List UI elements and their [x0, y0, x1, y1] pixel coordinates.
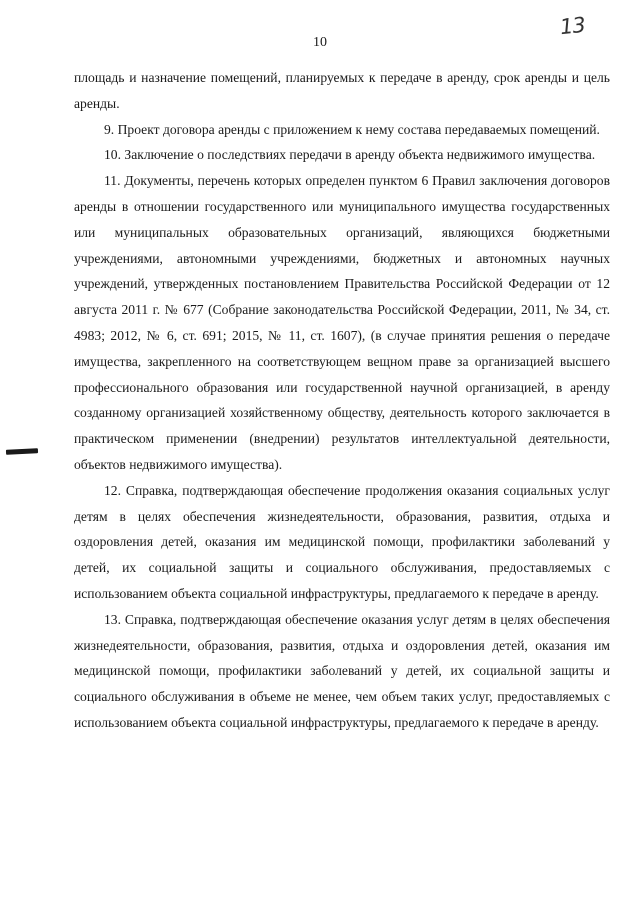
paragraph-item-12: 12. Справка, подтверждающая обеспечение продолжения оказания социальных услуг детям в целях обеспечения жизнедеятельности, образования, развития, отдыха и оздоровления детей, оказания им медицинской помощи, профилактики заболеваний у детей, их социальной защиты и социального обслуживания, предоставляемых с использованием объекта социальной инфраструктуры, предлагаемого к передаче в аренду. — [74, 482, 610, 601]
page-number: 10 — [313, 35, 327, 50]
paragraph-item-10: 10. Заключение о последствиях передачи в аренду объекта недвижимого имущества. — [104, 147, 596, 163]
paragraph-continuation: площадь и назначение помещений, планируемых к передаче в аренду, срок аренды и цель аренды. — [74, 70, 610, 111]
margin-mark — [6, 448, 38, 455]
paragraph-item-9: 9. Проект договора аренды с приложением к нему состава передаваемых помещений. — [104, 121, 600, 137]
handwritten-page-annotation: 13 — [558, 12, 586, 40]
paragraph-item-11: 11. Документы, перечень которых определен пунктом 6 Правил заключения договоров аренды в отношении государственного или муниципального имущества государственных или муниципальных образовательных организаций, являющихся бюджетными учреждениями, автономными учреждениями, бюджетных и автономных научных учреждений, утвержденных постановлением Правительства Российской Федерации от 12 августа 2011 г. № 677 (Собрание законодательства Российской Федерации, 2011, № 34, ст. 4983; 2012, № 6, ст. 691; 2015, № 11, ст. 1607), (в случае принятия решения о передаче имущества, закрепленного на соответствующем вещном праве за организацией высшего профессионального образования или государственной научной организацией, в аренду созданному организацией хозяйственному обществу, деятельность которого заключается в практическом применении (внедрении) результатов интеллектуальной деятельности, объектов недвижимого имущества). — [74, 173, 610, 472]
paragraph-item-13: 13. Справка, подтверждающая обеспечение оказания услуг детям в целях обеспечения жизнедеятельности, образования, развития, отдыха и оздоровления детей, оказания им медицинской помощи, профилактики заболеваний у детей, их социальной защиты и социального обслуживания в объеме не менее, чем объем таких услуг, предоставляемых с использованием объекта социальной инфраструктуры, предлагаемого к передаче в аренду. — [74, 611, 610, 730]
document-body — [74, 65, 610, 736]
